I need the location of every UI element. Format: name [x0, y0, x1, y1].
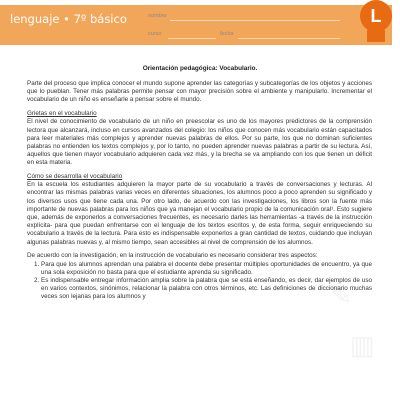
worksheet-header: [0, 0, 400, 45]
background-book-icon: ✎: [330, 280, 352, 310]
intro-paragraph: Parte del proceso que implica conocer el mundo supone aprender las categorías y subcategorías de los objetos y acciones que lo pueblan. Tener más palabras permite pensar con mayor precisión sobre el ambiente y manipularlo. Incrementar el vocabulario de un niño es enseñarle a pensar sobre el mundo.: [27, 80, 372, 104]
list-intro: De acuerdo con la investigación, en la instrucción de vocabulario es necesario considerar tres aspectos:: [27, 252, 318, 260]
document-body: [27, 80, 372, 302]
subject-label: [10, 12, 127, 26]
subject-name: lenguaje: [10, 12, 60, 26]
subject-separator: •: [63, 12, 70, 26]
date-field-label: fecha: [220, 31, 234, 37]
subject-badge: L: [360, 0, 392, 32]
date-field-line[interactable]: [238, 38, 340, 39]
list-item: 2. Es indispensable entregar información amplia sobre la palabra que se está enseñando, es decir, dar ejemplos de uso en varios contextos, sinónimos, relacionar la palabra con otros términos, etc. Las definiciones de diccionario muchas veces son lejanas para los alumnos y: [41, 277, 372, 302]
course-field-label: curso: [148, 31, 162, 37]
name-field-line[interactable]: [170, 20, 340, 21]
name-field-label: nombre: [148, 13, 167, 19]
aspects-list: [27, 261, 372, 302]
section-text-development: En la escuela los estudiantes adquieren la mayor parte de su vocabulario a través de conversaciones y lecturas. Al encontrar las mismas palabras varias veces en diferentes situaciones, los alumnos poco a poco aprenden su significado y los diversos usos que tiene cada una. Por otro lado, de acuerdo con las investigaciones, los libros son la fuente más importante de nuevas palabras para los niños que ya manejan el vocabulario propio de la comunicación oral¹. Esto sugiere que, además de exponerlos a conversaciones frecuentes, es necesario darles las herramientas -a través de la instrucción explícita- para que puedan enfrentarse con el lenguaje de los textos escritos y, de esta forma, seguir enriqueciendo su vocabulario a través de la lectura. Para esto es indispensable exponerlos a gran cantidad de textos, cuidando que incluyan algunas palabras nuevas y, al mismo tiempo, sean accesibles al nivel de comprensión de los alumnos.: [27, 181, 372, 246]
course-field-line[interactable]: [168, 38, 216, 39]
section-heading-development: Cómo se desarrolla el vocabulario: [27, 173, 123, 181]
list-item: 1. Para que los alumnos aprendan una palabra el docente debe presentar múltiples oportunidades de encuentro, ya que una sola exposición no basta para que el estudiante aprenda su significado.: [41, 261, 372, 277]
section-heading-gaps: Grietas en el vocabulario: [27, 110, 97, 118]
section-vocab-development: [27, 173, 372, 247]
document-title: Orientación pedagógica: Vocabulario.: [142, 65, 258, 72]
grade-label: 7º básico: [73, 12, 127, 26]
section-text-gaps: El nivel de conocimiento de vocabulario de un niño en preescolar es uno de los mayores predictores de la comprensión lectora que alcanzará, incluso en cursos avanzados del colegio: los niños que conocen más vocabulario están capacitados para leer materiales más complejos y aprender nuevas palabras de ellos. Por su parte, los que no dominan suficientes palabras no entienden los textos complejos y, por lo tanto, no pueden aprender nuevas palabras a partir de su lectura. Así, aquellos que tienen mayor vocabulario adquieren cada vez más, y la brecha se va ampliando con los que tienen un déficit en esta materia.: [27, 118, 372, 167]
section-vocab-gaps: [27, 110, 372, 167]
background-bookshelf-icon: ▥: [350, 330, 375, 360]
